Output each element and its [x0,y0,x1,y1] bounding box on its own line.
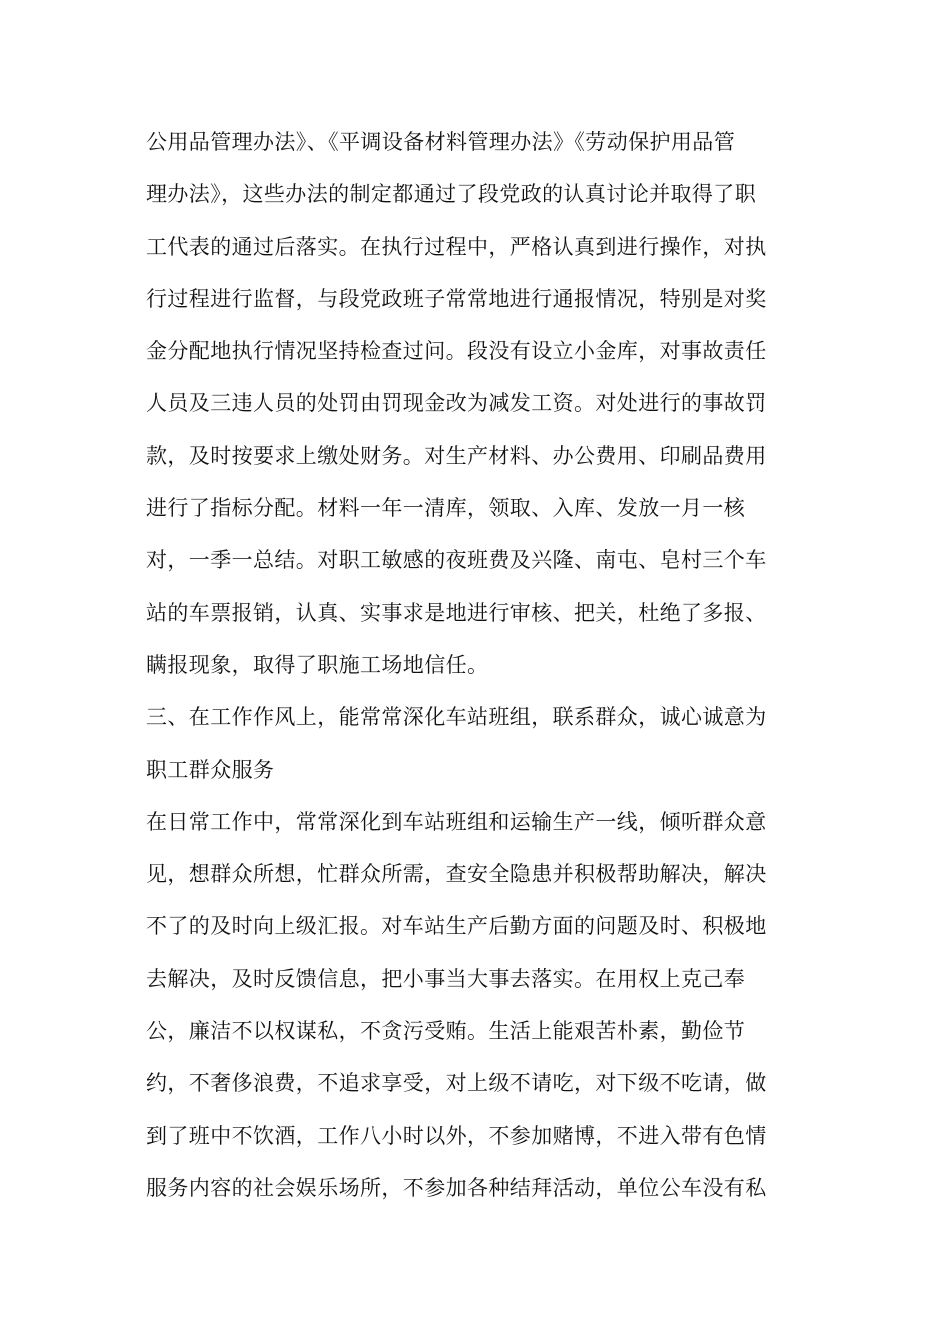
text-line: 金分配地执行情况坚持检查过问。段没有设立小金库，对事故责任 [146,339,767,364]
text-line: 站的车票报销，认真、实事求是地进行审核、把关，杜绝了多报、 [146,600,767,625]
text-line: 人员及三违人员的处罚由罚现金改为减发工资。对处进行的事故罚 [146,391,767,416]
body-text [146,116,836,1214]
section-heading: 三、在工作作风上，能常常深化车站班组，联系群众，诚心诚意为 [146,705,767,730]
section-heading: 职工群众服务 [146,757,275,782]
text-line: 约，不奢侈浪费，不追求享受，对上级不请吃，对下级不吃请，做 [146,1071,767,1096]
text-line: 工代表的通过后落实。在执行过程中，严格认真到进行操作，对执 [146,234,767,259]
text-line: 见，想群众所想，忙群众所需，查安全隐患并积极帮助解决，解决 [146,862,767,887]
text-line: 款，及时按要求上缴处财务。对生产材料、办公费用、印刷品费用 [146,443,767,468]
text-line: 瞒报现象，取得了职施工场地信任。 [146,652,489,677]
text-line: 到了班中不饮酒，工作八小时以外，不参加赌博，不进入带有色情 [146,1123,767,1148]
text-line: 对，一季一总结。对职工敏感的夜班费及兴隆、南屯、皂村三个车 [146,548,767,573]
text-line: 公用品管理办法》、《平调设备材料管理办法》《劳动保护用品管 [146,130,736,154]
text-line: 服务内容的社会娱乐场所，不参加各种结拜活动，单位公车没有私 [146,1175,767,1200]
text-line: 去解决，及时反馈信息，把小事当大事去落实。在用权上克己奉 [146,966,746,991]
text-line: 理办法》，这些办法的制定都通过了段党政的认真讨论并取得了职 [146,182,757,207]
text-line: 进行了指标分配。材料一年一清库，领取、入库、发放一月一核 [146,496,746,521]
text-line: 在日常工作中，常常深化到车站班组和运输生产一线，倾听群众意 [146,809,767,834]
text-line: 公，廉洁不以权谋私，不贪污受贿。生活上能艰苦朴素，勤俭节 [146,1019,746,1044]
text-line: 不了的及时向上级汇报。对车站生产后勤方面的问题及时、积极地 [146,914,767,939]
text-line: 行过程进行监督，与段党政班子常常地进行通报情况，特别是对奖 [146,286,767,311]
